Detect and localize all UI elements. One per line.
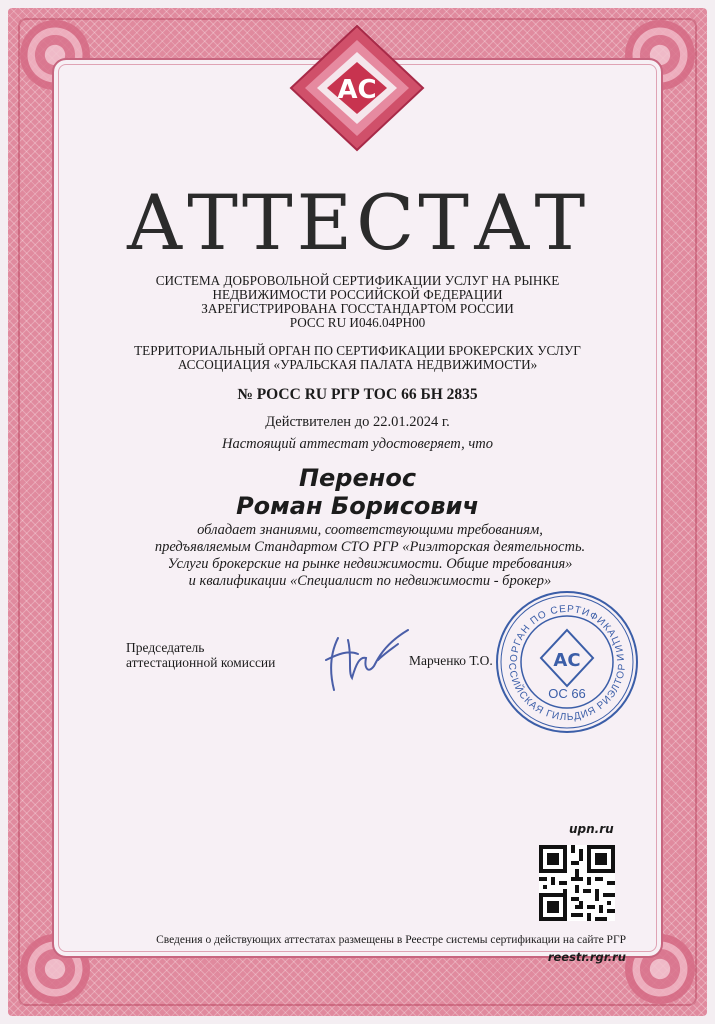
certification-system-block <box>100 274 615 330</box>
holder-given-names: Роман Борисович <box>236 492 479 520</box>
emblem-logo <box>287 22 427 154</box>
chairman-line: аттестационной комиссии <box>126 655 276 670</box>
system-registration-code: РОСС RU И046.04РН00 <box>289 315 426 330</box>
certificate-number: № РОСС RU РГР ТОС 66 БН 2835 <box>237 386 478 403</box>
system-line: ЗАРЕГИСТРИРОВАНА ГОССТАНДАРТОМ РОССИИ <box>201 301 514 316</box>
chairman-name: Марченко Т.О. <box>409 653 493 668</box>
document-title: АТТЕСТАТ <box>125 178 590 267</box>
certifies-text: Настоящий аттестат удостоверяет, что <box>222 436 493 452</box>
territorial-line: АССОЦИАЦИЯ «УРАЛЬСКАЯ ПАЛАТА НЕДВИЖИМОСТИ» <box>177 357 538 372</box>
system-line: НЕДВИЖИМОСТИ РОССИЙСКОЙ ФЕДЕРАЦИИ <box>212 287 503 302</box>
chairman-line: Председатель <box>126 640 205 655</box>
chairman-signature <box>318 620 418 705</box>
emblem-logo-text: АС <box>337 75 377 105</box>
qr-code[interactable] <box>539 845 615 921</box>
seal-code: ОС 66 <box>548 686 586 701</box>
holder-surname: Перенос <box>298 464 417 492</box>
seal-bottom-text: ССИЙСКАЯ ГИЛЬДИЯ РИЭЛТОР <box>505 662 629 724</box>
registry-notice: Сведения о действующих аттестатах размещены в Реестре системы сертификации на сайте РГР <box>156 934 626 946</box>
seal-logo-text: АС <box>553 650 581 671</box>
holder-name <box>0 464 715 520</box>
description-line: обладает знаниями, соответствующими требованиям, <box>197 522 543 538</box>
chairman-title <box>126 640 275 670</box>
territorial-body-block <box>100 344 615 372</box>
description-line: предъявляемым Стандартом СТО РГР «Риэлторская деятельность. <box>154 539 586 555</box>
seal-top-text: ОРГАН ПО СЕРТИФИКАЦИИ <box>508 603 626 663</box>
registry-link[interactable]: reestr.rgr.ru <box>547 950 626 964</box>
description-line: Услуги брокерские на рынке недвижимости. Общие требования» <box>167 556 573 572</box>
certification-seal <box>493 588 641 741</box>
qualification-description <box>110 522 630 590</box>
valid-until: Действителен до 22.01.2024 г. <box>265 414 450 430</box>
website-link[interactable]: upn.ru <box>569 822 614 836</box>
description-line: и квалификации «Специалист по недвижимости - брокер» <box>188 573 552 589</box>
territorial-line: ТЕРРИТОРИАЛЬНЫЙ ОРГАН ПО СЕРТИФИКАЦИИ БРОКЕРСКИХ УСЛУГ <box>134 343 581 358</box>
system-line: СИСТЕМА ДОБРОВОЛЬНОЙ СЕРТИФИКАЦИИ УСЛУГ НА РЫНКЕ <box>155 273 560 288</box>
